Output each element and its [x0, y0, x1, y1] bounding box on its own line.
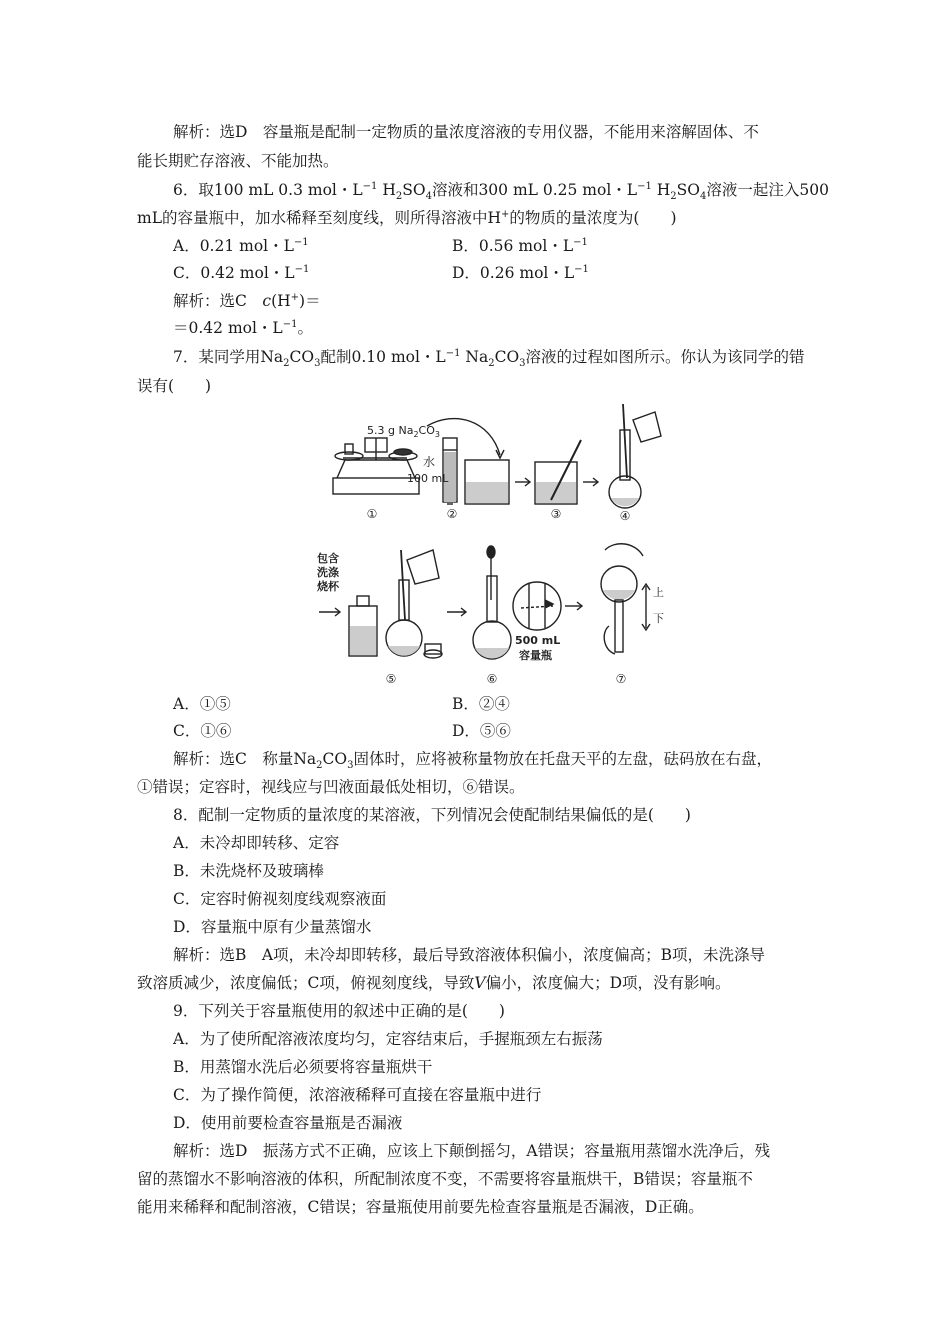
q5-analysis-line-2: 能长期贮存溶液、不能加热。 [137, 152, 339, 170]
wash-label-1: 包含 [317, 552, 339, 565]
q9-analysis-line-2: 留的蒸馏水不影响溶液的体积，所配制浓度不变，不需要将容量瓶烘干，B错误；容量瓶不 [137, 1170, 753, 1188]
q6-stem-line-1: 6．取100 mL 0.3 mol・$L^{-1}$ $H_2SO_4$溶液和300 mL 0.25 mol・$L^{-1}$ $H_2SO_4$溶液一起注入500 [173, 180, 829, 203]
q8-option-b: B．未洗烧杯及玻璃棒 [173, 862, 324, 880]
q8-analysis-line-2: 致溶质减少，浓度偏低；C项，俯视刻度线，导致V偏小，浓度偏大；D项，没有影响。 [137, 974, 731, 992]
q5-analysis-line-1: 解析：选D 容量瓶是配制一定物质的量浓度溶液的专用仪器，不能用来溶解固体、不 [173, 123, 759, 141]
q6-stem-line-2: mL的容量瓶中，加水稀释至刻度线，则所得溶液中H+的物质的量浓度为( ) [137, 208, 677, 227]
q7-analysis-line-1: 解析：选C 称量$Na_2CO_3$固体时，应将被称量物放在托盘天平的左盘，砝码放在右盘， [173, 750, 773, 772]
q7-option-b: B．②④ [452, 695, 510, 713]
q6-option-d: D．0.26 mol・$L^{-1}$ [452, 263, 589, 282]
step-6-label: ⑥ [486, 672, 498, 686]
q9-analysis-line-1: 解析：选D 振荡方式不正确，应该上下颠倒摇匀，A错误；容量瓶用蒸馏水洗净后，残 [173, 1142, 771, 1160]
flask-label-1: 500 mL [515, 634, 561, 647]
up-label: 上 [653, 586, 664, 599]
wash-label-3: 烧杯 [317, 580, 339, 593]
flask-label-2: 容量瓶 [519, 649, 552, 662]
wash-transfer-illustration [349, 550, 442, 658]
q7-stem-line-2: 误有( ) [137, 377, 212, 395]
q7-analysis-line-2: ①错误；定容时，视线应与凹液面最低处相切，⑥错误。 [137, 778, 525, 796]
mass-label: 5.3 g $Na_2CO_3$ [367, 424, 440, 439]
step-3-label: ③ [550, 507, 562, 521]
q6-analysis-line-1: 解析：选C c(H+)＝ [173, 291, 321, 310]
q8-option-c: C．定容时俯视刻度线观察液面 [173, 890, 387, 908]
q7-option-d: D．⑤⑥ [452, 722, 511, 740]
step-7-label: ⑦ [615, 672, 627, 686]
step-1-label: ① [366, 507, 378, 521]
shake-flask-illustration [601, 544, 643, 654]
q8-option-d: D．容量瓶中原有少量蒸馏水 [173, 918, 372, 936]
q7-option-a: A．①⑤ [173, 695, 231, 713]
transfer-flask-illustration [609, 404, 661, 508]
water-label: 水 [423, 455, 436, 469]
q9-stem: 9．下列关于容量瓶使用的叙述中正确的是( ) [173, 1002, 505, 1020]
wash-label-2: 洗涤 [317, 566, 339, 579]
q8-option-a: A．未冷却即转移、定容 [173, 834, 340, 852]
q9-option-a: A．为了使所配溶液浓度均匀，定容结束后，手握瓶颈左右振荡 [173, 1030, 603, 1048]
q7-stem-line-1: 7．某同学用$Na_2CO_3$配制0.10 mol・$L^{-1}$ $Na_2CO_3$溶液的过程如图所示。你认为该同学的错 [173, 347, 805, 370]
down-label: 下 [653, 612, 664, 625]
q9-analysis-line-3: 能用来稀释和配制溶液，C错误；容量瓶使用前要先检查容量瓶是否漏液，D正确。 [137, 1198, 704, 1216]
step-4-label: ④ [619, 509, 631, 523]
step-2-label: ② [446, 507, 458, 521]
q9-option-b: B．用蒸馏水洗后必须要将容量瓶烘干 [173, 1058, 433, 1076]
solution-preparation-figure [315, 400, 675, 690]
q9-option-d: D．使用前要检查容量瓶是否漏液 [173, 1114, 403, 1132]
balance-illustration [333, 438, 419, 494]
cylinder-illustration [443, 438, 509, 504]
q6-option-c: C．0.42 mol・$L^{-1}$ [173, 263, 310, 282]
q7-option-c: C．①⑥ [173, 722, 232, 740]
q6-analysis-line-2: ＝0.42 mol・$L^{-1}$。 [173, 318, 313, 337]
q9-option-c: C．为了操作简便，浓溶液稀释可直接在容量瓶中进行 [173, 1086, 542, 1104]
q6-option-a: A．0.21 mol・$L^{-1}$ [173, 236, 309, 255]
step-5-label: ⑤ [385, 672, 397, 686]
q6-option-b: B．0.56 mol・$L^{-1}$ [452, 236, 588, 255]
q8-stem: 8．配制一定物质的量浓度的某溶液，下列情况会使配制结果偏低的是( ) [173, 806, 691, 824]
stirring-beaker-illustration [535, 440, 581, 504]
q8-analysis-line-1: 解析：选B A项，未冷却即转移，最后导致溶液体积偏小，浓度偏高；B项，未洗涤导 [173, 946, 765, 964]
volume-label: 100 mL [407, 472, 449, 485]
